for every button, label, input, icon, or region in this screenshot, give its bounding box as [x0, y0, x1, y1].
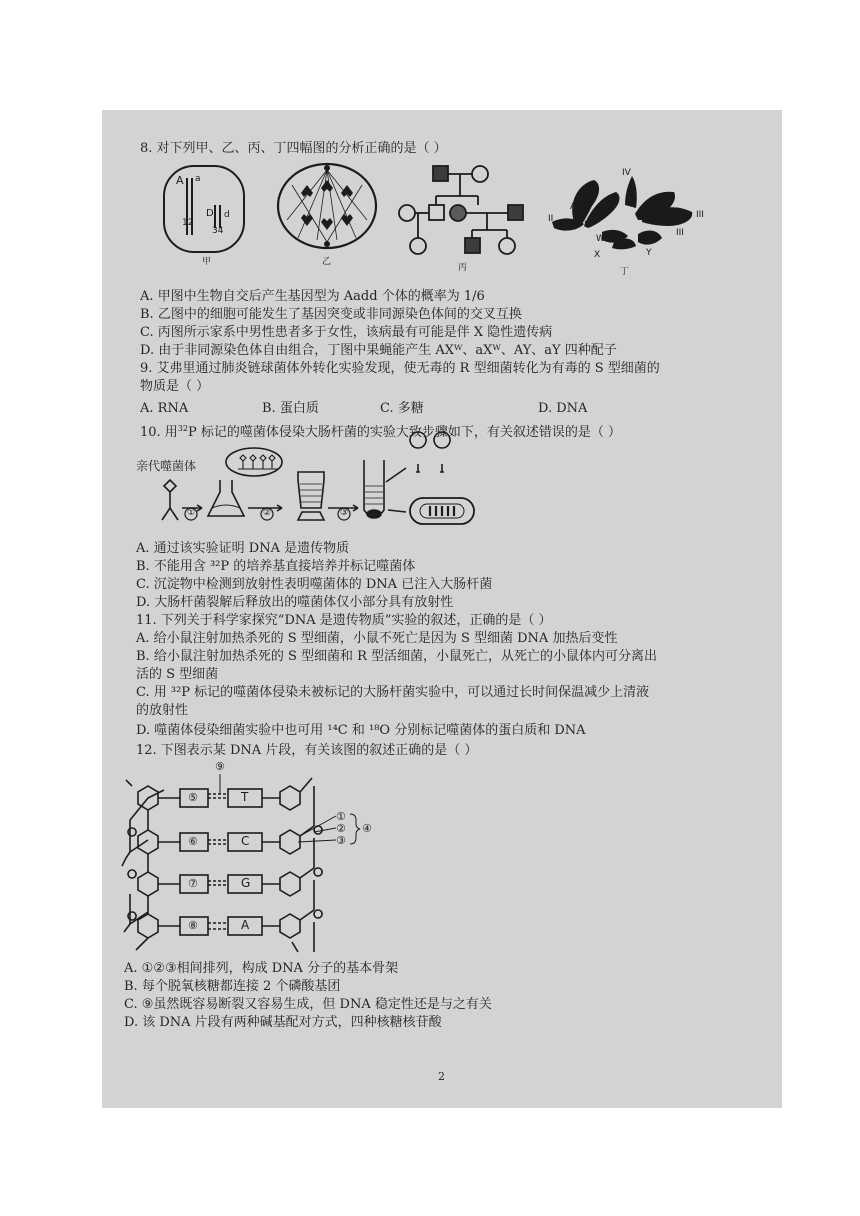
q12-option-b: B. 每个脱氧核糖都连接 2 个磷酸基团 — [124, 979, 341, 994]
q9-stem-line2: 物质是（ ） — [140, 379, 210, 394]
q8-jia-mark-a-big: A — [176, 174, 184, 187]
q8-figure-yi — [278, 164, 376, 248]
q12-mark-6: ⑥ — [188, 835, 198, 848]
q8-figure-ding — [552, 176, 692, 249]
exam-page-photo — [102, 110, 782, 1108]
q12-mark-5: ⑤ — [188, 791, 198, 804]
q10-option-c: C. 沉淀物中检测到放射性表明噬菌体的 DNA 已注入大肠杆菌 — [136, 577, 493, 592]
q9-option-a: A. RNA — [140, 401, 189, 416]
q8-jia-mark-d-big: D — [206, 208, 214, 219]
q8-jia-mark-34: 34 — [212, 226, 224, 236]
q8-option-c: C. 丙图所示家系中男性患者多于女性，该病最有可能是伴 X 隐性遗传病 — [140, 325, 553, 340]
q8-caption-ding: 丁 — [620, 267, 630, 277]
q8-option-d: D. 由于非同源染色体自由组合，丁图中果蝇能产生 AXᵂ、aXᵂ、AY、aY 四种配子 — [140, 343, 617, 358]
q8-caption-bing: 丙 — [458, 263, 468, 273]
q8-jia-mark-a-small: a — [195, 174, 201, 184]
q8-ding-mark-y: Y — [646, 248, 652, 258]
q9-option-b: B. 蛋白质 — [262, 401, 319, 416]
q11-option-b: B. 给小鼠注射加热杀死的 S 型细菌和 R 型活细菌，小鼠死亡，从死亡的小鼠体内可分离出 — [136, 649, 658, 664]
q8-caption-yi: 乙 — [322, 257, 332, 267]
page-number: 2 — [438, 1070, 445, 1083]
q8-ding-mark-a: A — [570, 202, 577, 212]
q10-option-b: B. 不能用含 ³²P 的培养基直接培养并标记噬菌体 — [136, 559, 416, 574]
q12-mark-3: ③ — [336, 834, 346, 847]
q12-mark-9: ⑨ — [215, 760, 225, 773]
q8-ding-mark-iii-right: III — [696, 210, 704, 220]
q8-ding-mark-iv: IV — [622, 168, 631, 178]
q11-stem: 11. 下列关于科学家探究“DNA 是遗传物质”实验的叙述，正确的是（ ） — [136, 613, 552, 628]
q8-ding-mark-iii-bottom: III — [676, 228, 684, 238]
q10-experiment-figure — [162, 432, 474, 524]
q10-option-d: D. 大肠杆菌裂解后释放出的噬菌体仅小部分具有放射性 — [136, 595, 454, 610]
q8-stem: 8. 对下列甲、乙、丙、丁四幅图的分析正确的是（ ） — [140, 141, 447, 156]
q12-base-g: G — [241, 876, 251, 890]
q8-ding-mark-ii-top: II — [584, 220, 590, 230]
q8-ding-mark-w: W — [596, 234, 605, 244]
q12-option-a: A. ①②③相间排列，构成 DNA 分子的基本骨架 — [124, 961, 399, 976]
q12-mark-4: ④ — [362, 822, 372, 835]
q8-jia-mark-12: 12 — [182, 218, 194, 228]
q10-step-2: ② — [263, 508, 272, 518]
q12-option-d: D. 该 DNA 片段有两种碱基配对方式，四种核糖核苷酸 — [124, 1015, 442, 1030]
q8-figure-bing — [399, 166, 523, 254]
q10-stem-sup: 32 — [177, 424, 188, 433]
q12-mark-8: ⑧ — [188, 919, 198, 932]
q9-option-c: C. 多糖 — [380, 401, 424, 416]
q10-stem-pre: 10. 用 — [140, 425, 178, 440]
q10-step-3: ③ — [340, 508, 349, 518]
q10-figure-title: 亲代噬菌体 — [136, 459, 197, 473]
q10-stem — [140, 420, 621, 441]
q8-jia-mark-d-small: d — [224, 210, 230, 220]
q8-option-a: A. 甲图中生物自交后产生基因型为 Aadd 个体的概率为 1/6 — [140, 289, 485, 304]
q12-mark-1: ① — [336, 810, 346, 823]
q8-option-b: B. 乙图中的细胞可能发生了基因突变或非同源染色体间的交叉互换 — [140, 307, 522, 322]
q11-option-b-cont: 活的 S 型细菌 — [136, 667, 219, 682]
q9-option-d: D. DNA — [538, 401, 588, 416]
q8-ding-mark-x: X — [594, 250, 601, 260]
q11-option-a: A. 给小鼠注射加热杀死的 S 型细菌，小鼠不死亡是因为 S 型细菌 DNA 加热后变性 — [136, 631, 618, 646]
q12-base-c: C — [241, 834, 250, 848]
q12-mark-7: ⑦ — [188, 877, 198, 890]
q11-option-c-cont: 的放射性 — [136, 703, 189, 718]
q11-option-c: C. 用 ³²P 标记的噬菌体侵染未被标记的大肠杆菌实验中，可以通过长时间保温减少上清液 — [136, 685, 650, 700]
q10-stem-post: P 标记的噬菌体侵染大肠杆菌的实验大致步骤如下，有关叙述错误的是（ ） — [188, 425, 622, 440]
q12-mark-2: ② — [336, 822, 346, 835]
q11-option-d: D. 噬菌体侵染细菌实验中也可用 ¹⁴C 和 ¹⁸O 分别标记噬菌体的蛋白质和 DNA — [136, 723, 586, 738]
q9-stem-line1: 9. 艾弗里通过肺炎链球菌体外转化实验发现，使无毒的 R 型细菌转化为有毒的 S 型细菌的 — [140, 361, 660, 376]
q10-step-1: ① — [187, 508, 196, 518]
q12-stem: 12. 下图表示某 DNA 片段，有关该图的叙述正确的是（ ） — [136, 743, 478, 758]
q12-option-c: C. ⑨虽然既容易断裂又容易生成，但 DNA 稳定性还是与之有关 — [124, 997, 492, 1012]
q12-base-a: A — [241, 918, 250, 932]
q8-caption-jia: 甲 — [202, 257, 212, 267]
q10-option-a: A. 通过该实验证明 DNA 是遗传物质 — [136, 541, 350, 556]
q12-base-t: T — [241, 790, 249, 804]
q8-ding-mark-ii-left: II — [548, 214, 554, 224]
